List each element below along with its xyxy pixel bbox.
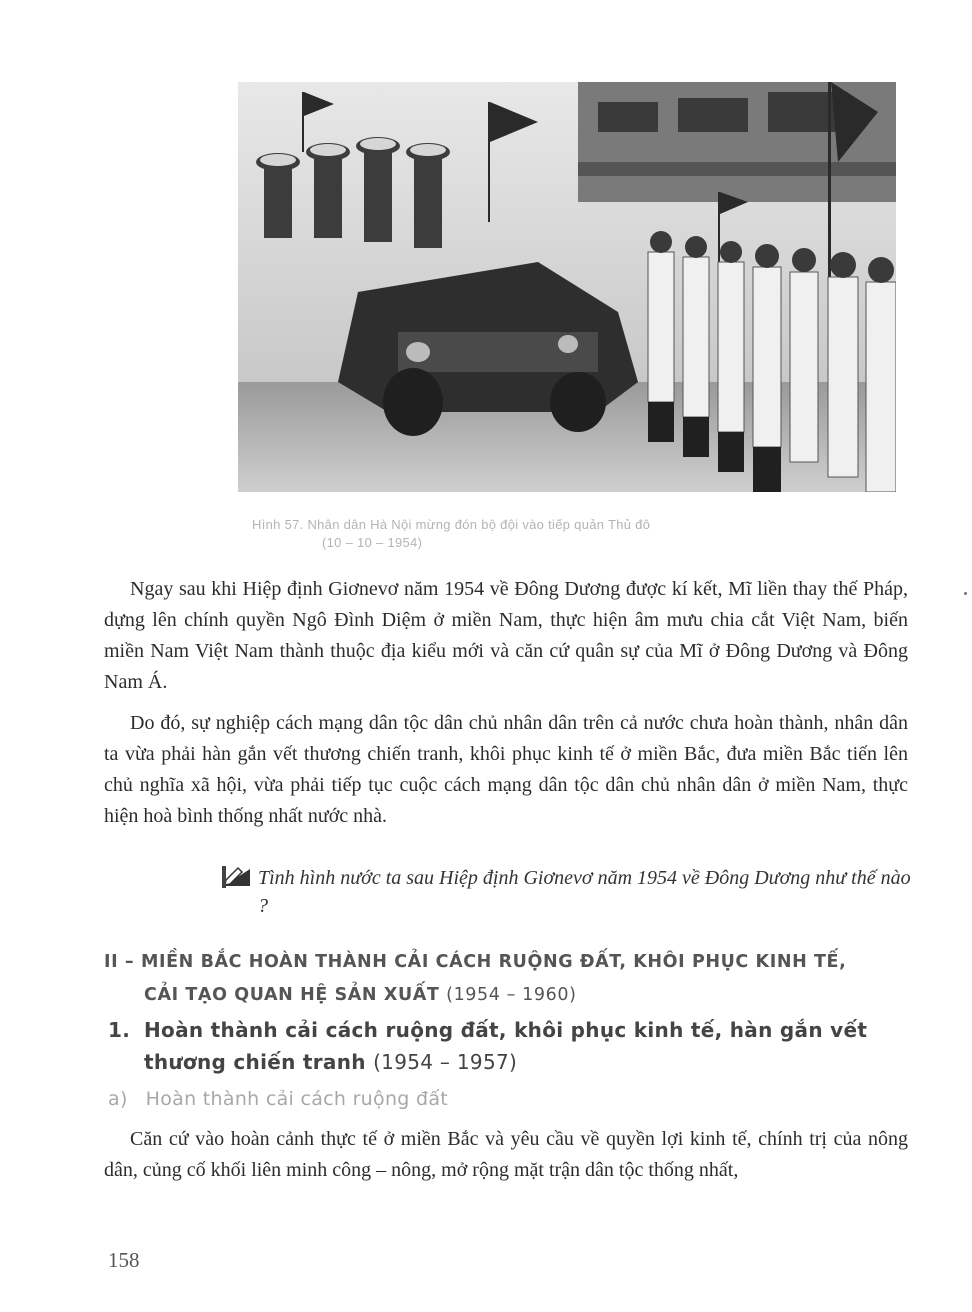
section-ii-heading bbox=[104, 946, 914, 1012]
section-a-heading bbox=[108, 1088, 448, 1110]
caption-line-2: (10 – 10 – 1954) bbox=[322, 535, 423, 550]
paragraph-2-text: Do đó, sự nghiệp cách mạng dân tộc dân chủ nhân dân trên cả nước chưa hoàn thành, nhân dân ta vừa phải hàn gắn vết thương chiến tranh, khôi phục kinh tế ở miền Bắc, đưa miền Bắc tiến lên chủ nghĩa xã hội, vừa phải tiếp tục cuộc cách mạng dân tộc dân chủ nhân dân ở miền Nam, thực hiện hoà bình thống nhất nước nhà. bbox=[104, 712, 908, 827]
caption-line-1: Hình 57. Nhân dân Hà Nội mừng đón bộ đội vào tiếp quản Thủ đô bbox=[252, 517, 651, 532]
page-number: 158 bbox=[108, 1248, 140, 1272]
pen-icon bbox=[222, 866, 252, 896]
section-ii-line-1: II – MIỀN BẮC HOÀN THÀNH CẢI CÁCH RUỘNG ĐẤT, KHÔI PHỤC KINH TẾ, bbox=[104, 952, 847, 972]
question-text: Tình hình nước ta sau Hiệp định Giơnevơ năm 1954 về Đông Dương như thế nào ? bbox=[258, 867, 911, 917]
section-a-label: a) bbox=[108, 1088, 128, 1110]
review-question bbox=[222, 864, 912, 920]
paragraph-3 bbox=[104, 1124, 908, 1186]
section-a-title: Hoàn thành cải cách ruộng đất bbox=[145, 1088, 449, 1110]
section-1-number: 1. bbox=[108, 1018, 131, 1042]
figure-caption bbox=[252, 516, 812, 552]
section-1-years: (1954 – 1957) bbox=[373, 1050, 518, 1074]
paragraph-2 bbox=[104, 708, 908, 832]
scan-speck bbox=[964, 592, 967, 595]
section-ii-line-2: CẢI TẠO QUAN HỆ SẢN XUẤT bbox=[144, 985, 440, 1005]
section-1-heading bbox=[104, 1014, 914, 1078]
paragraph-3-text: Căn cứ vào hoàn cảnh thực tế ở miền Bắc và yêu cầu về quyền lợi kinh tế, chính trị của nông dân, củng cố khối liên minh công – nông, mở rộng mặt trận dân tộc thống nhất, bbox=[104, 1128, 908, 1181]
section-1-title: Hoàn thành cải cách ruộng đất, khôi phục kinh tế, hàn gắn vết thương chiến tranh bbox=[144, 1018, 868, 1074]
paragraph-1 bbox=[104, 574, 908, 698]
historical-photo bbox=[238, 82, 896, 492]
section-ii-years: (1954 – 1960) bbox=[446, 985, 577, 1005]
paragraph-1-text: Ngay sau khi Hiệp định Giơnevơ năm 1954 về Đông Dương được kí kết, Mĩ liền thay thế Pháp, dựng lên chính quyền Ngô Đình Diệm ở miền Nam, thực hiện âm mưu chia cắt Việt Nam, biến miền Nam Việt Nam thành thuộc địa kiểu mới và căn cứ quân sự của Mĩ ở Đông Dương và Đông Nam Á. bbox=[104, 578, 908, 693]
photo-scene bbox=[238, 82, 896, 492]
